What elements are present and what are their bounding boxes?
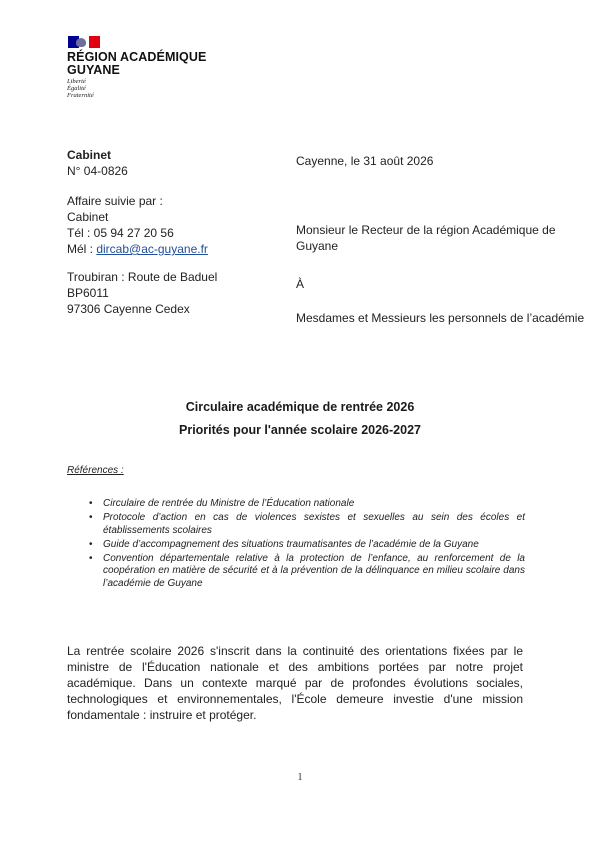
motto-fraternite: Fraternité <box>67 92 94 99</box>
sender-service-block <box>67 147 128 179</box>
address-line-2: BP6011 <box>67 286 109 300</box>
address-line-3: 97306 Cayenne Cedex <box>67 302 190 316</box>
sender-title-line-1: Monsieur le Recteur de la région Académique de <box>296 223 556 237</box>
references-heading: Références : <box>67 465 124 476</box>
document-title: Circulaire académique de rentrée 2026 <box>185 400 415 414</box>
service-name: Cabinet <box>67 148 112 162</box>
telephone: Tél : 05 94 27 20 56 <box>67 226 174 240</box>
place-date: Cayenne, le 31 août 2026 <box>296 154 434 168</box>
region-name <box>67 51 206 77</box>
email-line <box>67 241 208 257</box>
address-line-1: Troubiran : Route de Baduel <box>67 270 218 284</box>
sender-title <box>296 222 556 254</box>
republic-motto <box>67 78 94 99</box>
address-block <box>67 269 217 317</box>
reference-number: N° 04-0826 <box>67 164 128 178</box>
document-subtitle: Priorités pour l'année scolaire 2026-2027 <box>179 423 421 437</box>
region-line-1: RÉGION ACADÉMIQUE <box>67 50 207 64</box>
recipients: Mesdames et Messieurs les personnels de l’académie <box>296 311 585 325</box>
reference-item: • Convention départementale relative à la protection de l’enfance, au renforcement de la coopération en matière de sécurité et à la prévention de la délinquance en milieu scolaire dans l’académie de Guyane <box>103 553 525 591</box>
region-line-2: GUYANE <box>67 63 120 77</box>
to-label: À <box>296 277 305 291</box>
email-label: Mél : <box>67 242 97 256</box>
body-paragraph: La rentrée scolaire 2026 s'inscrit dans la continuité des orientations fixées par le ministre de l'Éducation nationale et des ambitions portées par notre projet académique. Dans un contexte marqué par de profondes évolutions sociales, technologiques et environnementales, l'École demeure investie d'une mission fondamentale : instruire et protéger. <box>67 644 523 722</box>
motto-liberte: Liberté <box>67 78 86 85</box>
followed-by-label: Affaire suivie par : <box>67 194 163 208</box>
followed-by-value: Cabinet <box>67 210 109 224</box>
reference-item: • Circulaire de rentrée du Ministre de l’Éducation nationale <box>103 498 525 511</box>
page-number: 1 <box>297 772 303 783</box>
contact-block <box>67 193 208 257</box>
email-link[interactable]: dircab@ac-guyane.fr <box>96 242 208 256</box>
reference-item: • Protocole d’action en cas de violences sexistes et sexuelles au sein des écoles et établissements scolaires <box>103 512 525 537</box>
references-list <box>67 498 525 592</box>
marianne-flag-logo <box>68 36 100 48</box>
motto-egalite: Égalité <box>67 85 86 92</box>
sender-title-line-2: Guyane <box>296 239 339 253</box>
reference-item: • Guide d’accompagnement des situations traumatisantes de l’académie de la Guyane <box>103 539 525 552</box>
